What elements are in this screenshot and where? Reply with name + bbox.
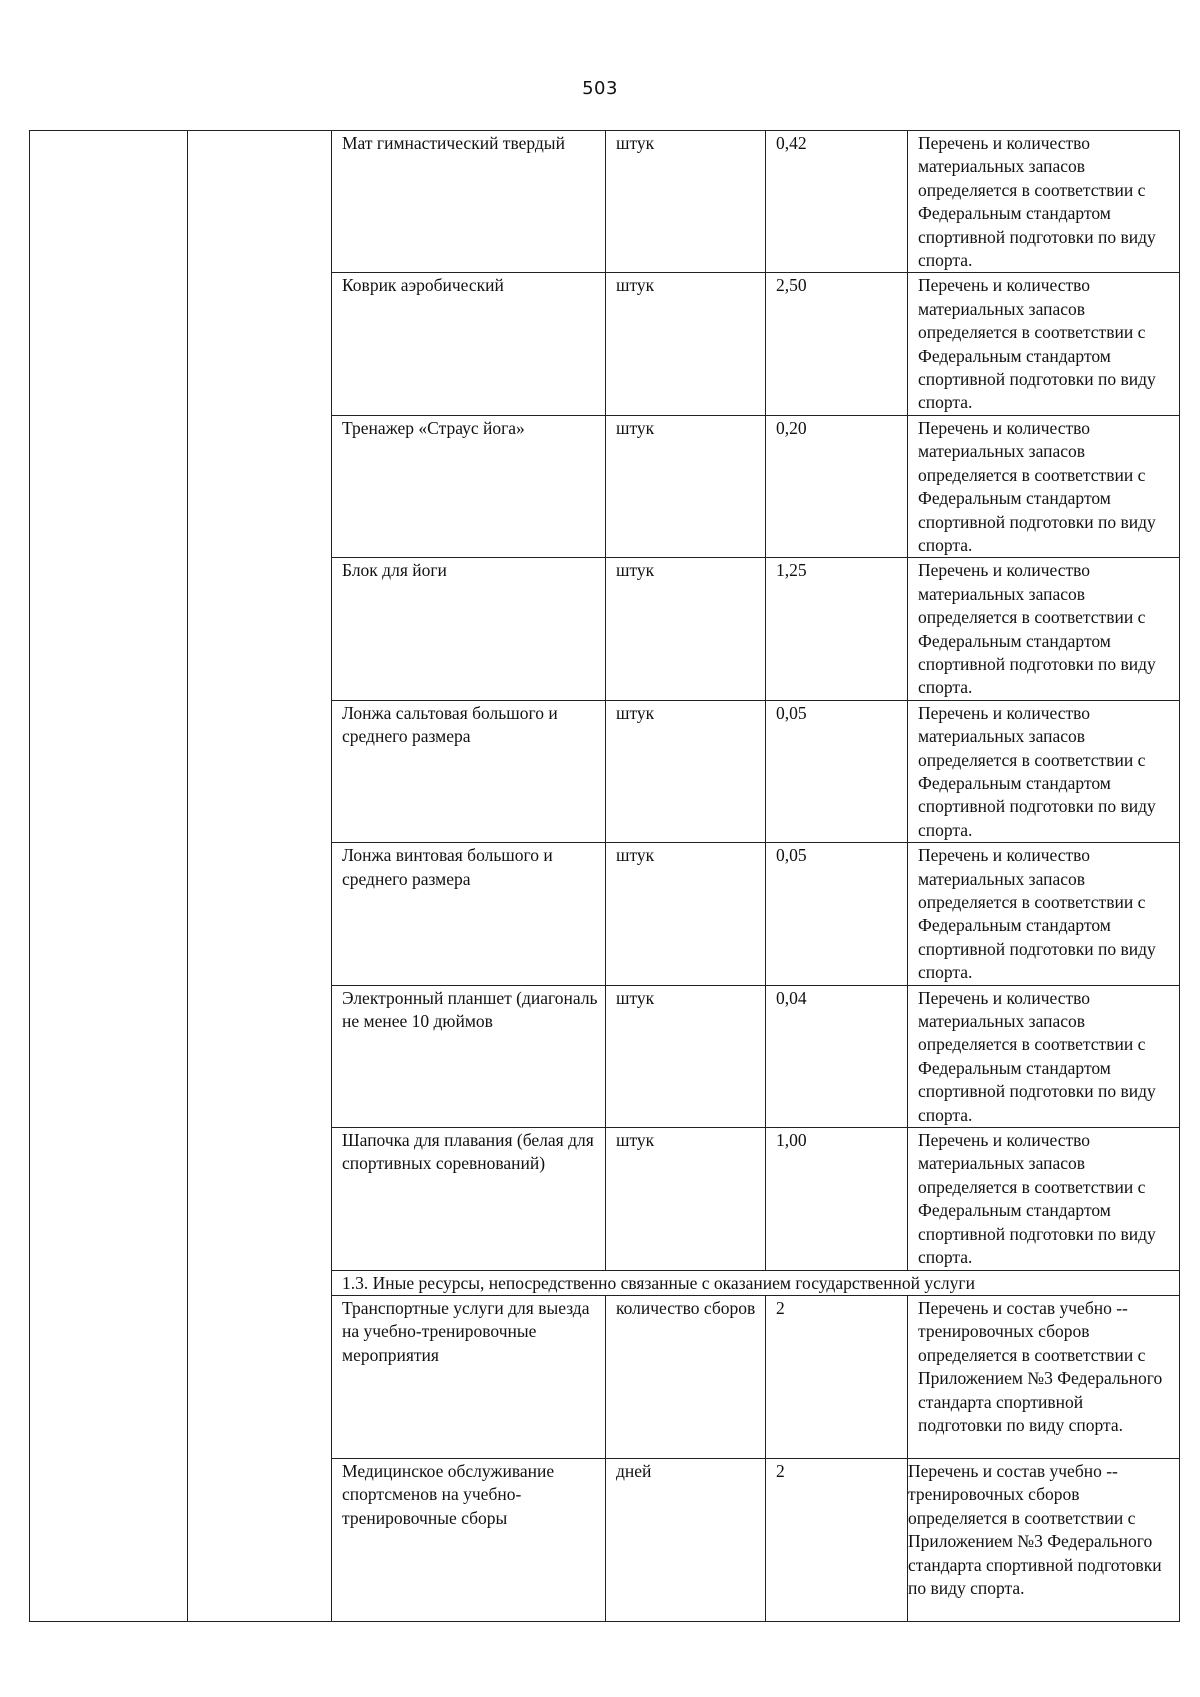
- quantity-cell: 1,00: [766, 1128, 908, 1270]
- blank-column-2: [188, 131, 332, 1622]
- resource-name-cell: Мат гимнастический твердый: [332, 131, 606, 273]
- resource-name-cell: Электронный планшет (диагональ не менее 10 дюймов: [332, 985, 606, 1127]
- unit-cell: штук: [606, 273, 766, 415]
- quantity-cell: 1,25: [766, 558, 908, 700]
- blank-column-1: [30, 131, 188, 1622]
- section-title: 1.3. Иные ресурсы, непосредственно связанные с оказанием государственной услуги: [332, 1270, 1180, 1295]
- note-cell: Перечень и количество материальных запасов определяется в соответствии с Федеральным стандартом спортивной подготовки по виду спорта.: [908, 985, 1180, 1127]
- resource-name-cell: Блок для йоги: [332, 558, 606, 700]
- unit-cell: штук: [606, 1128, 766, 1270]
- resources-table: [29, 130, 1180, 1622]
- quantity-cell: 0,20: [766, 415, 908, 557]
- note-cell: Перечень и количество материальных запасов определяется в соответствии с Федеральным стандартом спортивной подготовки по виду спорта.: [908, 843, 1180, 985]
- note-cell: Перечень и количество материальных запасов определяется в соответствии с Федеральным стандартом спортивной подготовки по виду спорта.: [908, 700, 1180, 842]
- quantity-cell: 0,05: [766, 700, 908, 842]
- resource-name-cell: Медицинское обслуживание спортсменов на учебно-тренировочные сборы: [332, 1458, 606, 1621]
- unit-cell: штук: [606, 131, 766, 273]
- note-cell: Перечень и количество материальных запасов определяется в соответствии с Федеральным стандартом спортивной подготовки по виду спорта.: [908, 415, 1180, 557]
- resource-name-cell: Транспортные услуги для выезда на учебно-тренировочные мероприятия: [332, 1295, 606, 1458]
- resource-name-cell: Лонжа сальтовая большого и среднего размера: [332, 700, 606, 842]
- page-number: 503: [582, 78, 618, 99]
- note-cell: Перечень и количество материальных запасов определяется в соответствии с Федеральным стандартом спортивной подготовки по виду спорта.: [908, 273, 1180, 415]
- note-cell: Перечень и состав учебно -- тренировочных сборов определяется в соответствии с Приложением №3 Федерального стандарта спортивной подготовки по виду спорта.: [908, 1295, 1180, 1458]
- unit-cell: штук: [606, 700, 766, 842]
- quantity-cell: 0,05: [766, 843, 908, 985]
- unit-cell: штук: [606, 415, 766, 557]
- quantity-cell: 2: [766, 1458, 908, 1621]
- unit-cell: штук: [606, 558, 766, 700]
- resource-name-cell: Шапочка для плавания (белая для спортивных соревнований): [332, 1128, 606, 1270]
- resource-name-cell: Коврик аэробический: [332, 273, 606, 415]
- note-cell: Перечень и количество материальных запасов определяется в соответствии с Федеральным стандартом спортивной подготовки по виду спорта.: [908, 131, 1180, 273]
- quantity-cell: 0,04: [766, 985, 908, 1127]
- unit-cell: штук: [606, 985, 766, 1127]
- quantity-cell: 2,50: [766, 273, 908, 415]
- resource-name-cell: Лонжа винтовая большого и среднего размера: [332, 843, 606, 985]
- note-cell: Перечень и состав учебно -- тренировочных сборов определяется в соответствии с Приложением №3 Федерального стандарта спортивной подготовки по виду спорта.: [908, 1458, 1180, 1621]
- unit-cell: дней: [606, 1458, 766, 1621]
- unit-cell: штук: [606, 843, 766, 985]
- resource-name-cell: Тренажер «Страус йога»: [332, 415, 606, 557]
- table-row: [30, 131, 1180, 273]
- unit-cell: количество сборов: [606, 1295, 766, 1458]
- note-cell: Перечень и количество материальных запасов определяется в соответствии с Федеральным стандартом спортивной подготовки по виду спорта.: [908, 558, 1180, 700]
- note-cell: Перечень и количество материальных запасов определяется в соответствии с Федеральным стандартом спортивной подготовки по виду спорта.: [908, 1128, 1180, 1270]
- quantity-cell: 0,42: [766, 131, 908, 273]
- quantity-cell: 2: [766, 1295, 908, 1458]
